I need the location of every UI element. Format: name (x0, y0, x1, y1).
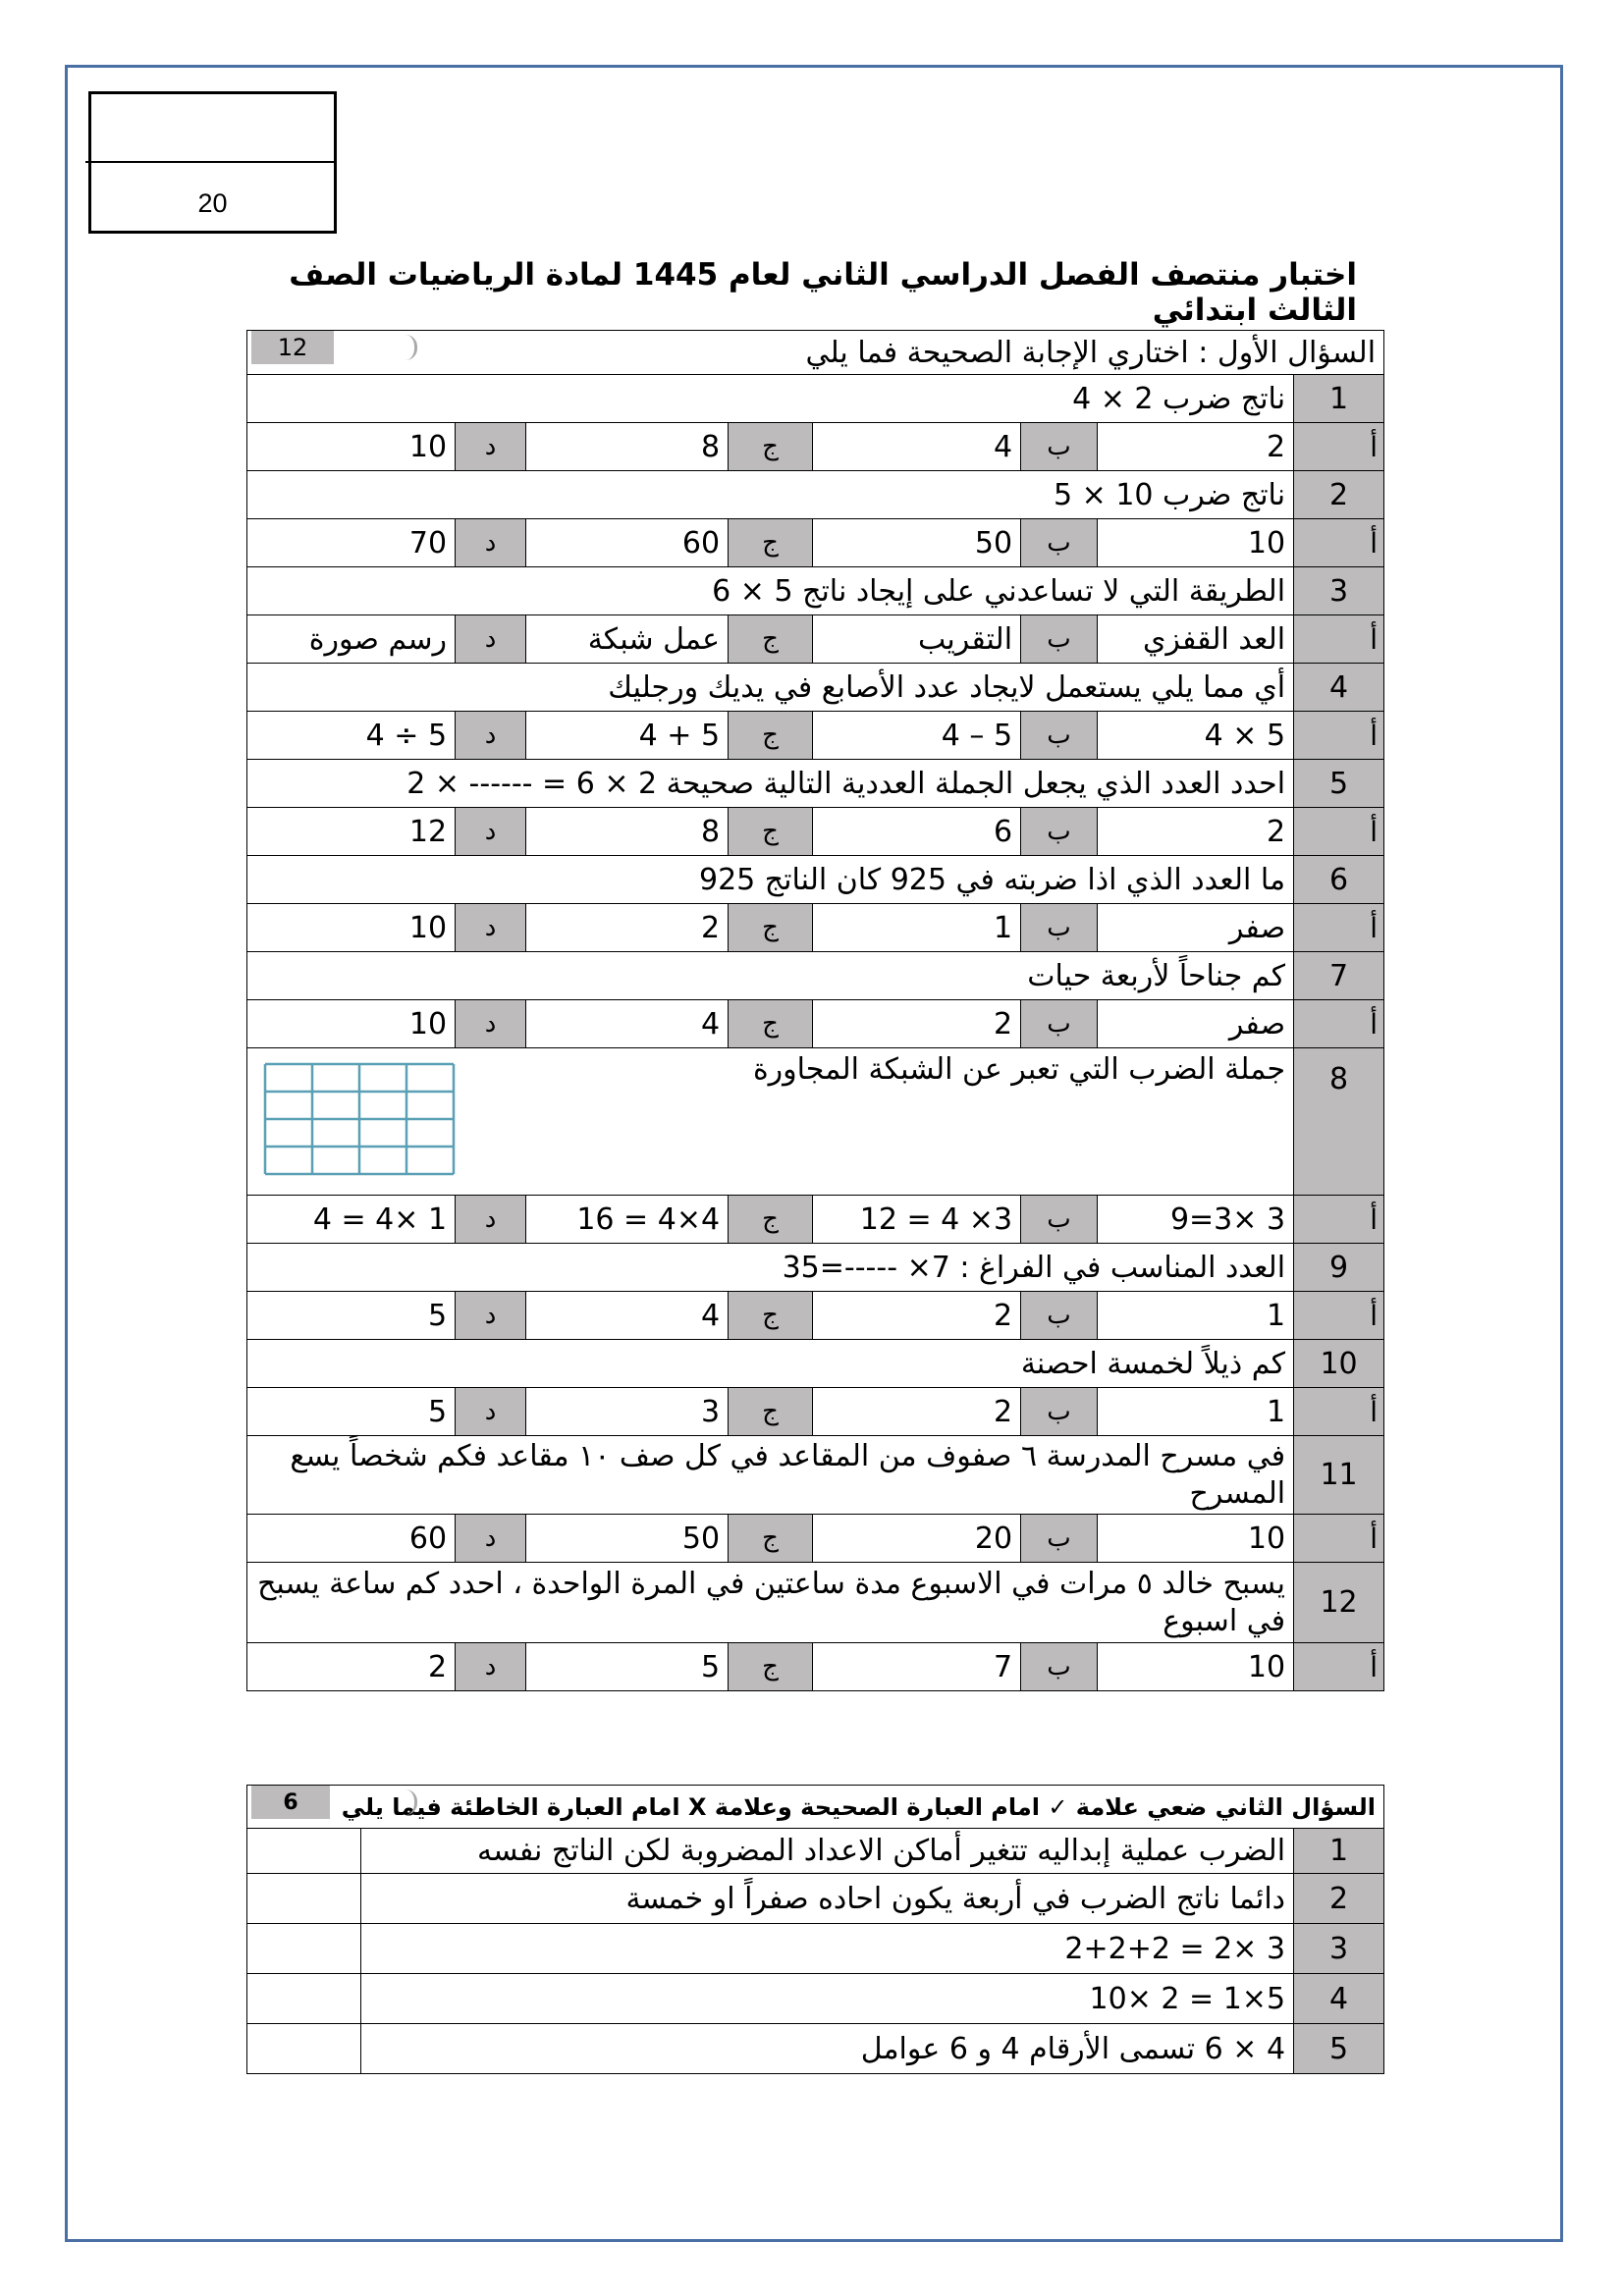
answer-option[interactable]: 70 (247, 519, 456, 567)
question-row (247, 375, 1384, 423)
score-total: 20 (197, 188, 228, 218)
answer-option[interactable]: 10 (1098, 1643, 1294, 1691)
statement-number: 5 (1294, 2024, 1384, 2074)
answer-option[interactable]: 8 (526, 808, 729, 856)
options-row (247, 1292, 1384, 1340)
answer-option[interactable]: 5 (247, 1292, 456, 1340)
answer-option[interactable]: 10 (1098, 519, 1294, 567)
answer-option[interactable]: رسم صورة (247, 615, 456, 664)
answer-option[interactable]: 1 (813, 904, 1021, 952)
question-row (247, 760, 1384, 808)
question-row (247, 952, 1384, 1000)
option-label: د (456, 904, 526, 952)
option-label: ج (729, 1388, 813, 1436)
answer-option[interactable]: 2 (526, 904, 729, 952)
section2-points: 6 (251, 1786, 330, 1819)
answer-option[interactable]: 2 (813, 1000, 1021, 1048)
statement-text: 5×1 = 2 ×10 (361, 1974, 1294, 2024)
question-number: 1 (1294, 375, 1384, 423)
options-row (247, 1643, 1384, 1691)
answer-option[interactable]: 4 (813, 423, 1021, 471)
option-marker-a: أ (1294, 1643, 1384, 1691)
option-label: ج (729, 615, 813, 664)
answer-mark-box[interactable] (247, 2024, 361, 2074)
answer-option[interactable]: 50 (526, 1515, 729, 1563)
section2-table (246, 1785, 1384, 2074)
statement-row (247, 1874, 1384, 1924)
option-label: د (456, 808, 526, 856)
statement-row (247, 2024, 1384, 2074)
statement-number: 4 (1294, 1974, 1384, 2024)
answer-option[interactable]: 2 (813, 1388, 1021, 1436)
statement-text: الضرب عملية إبداليه تتغير أماكن الاعداد المضروبة لكن الناتج نفسه (361, 1829, 1294, 1874)
question-text: في مسرح المدرسة ٦ صفوف من المقاعد في كل صف ١٠ مقاعد فكم شخصاً يسع المسرح (247, 1436, 1294, 1515)
question-text: ما العدد الذي اذا ضربته في 925 كان الناتج 925 (247, 856, 1294, 904)
answer-mark-box[interactable] (247, 1924, 361, 1974)
answer-option[interactable]: 4 (526, 1292, 729, 1340)
option-label: ب (1021, 808, 1098, 856)
answer-option[interactable]: 2 (247, 1643, 456, 1691)
option-marker-a: أ (1294, 1515, 1384, 1563)
question-number: 6 (1294, 856, 1384, 904)
statement-number: 3 (1294, 1924, 1384, 1974)
question-row (247, 1563, 1384, 1643)
grid-figure-wrap (247, 1048, 463, 1186)
option-label: ب (1021, 1643, 1098, 1691)
answer-option[interactable]: 5 ÷ 4 (247, 712, 456, 760)
options-row (247, 1000, 1384, 1048)
question-row (247, 1244, 1384, 1292)
option-label: ج (729, 808, 813, 856)
answer-option[interactable]: 2 (813, 1292, 1021, 1340)
option-label: د (456, 423, 526, 471)
options-row (247, 423, 1384, 471)
section1-heading: السؤال الأول : اختاري الإجابة الصحيحة فما يلي (805, 335, 1377, 370)
answer-option[interactable]: 3 ×3=9 (1098, 1196, 1294, 1244)
exam-title: اختبار منتصف الفصل الدراسي الثاني لعام 1445 لمادة الرياضيات الصف الثالث ابتدائي (289, 257, 1357, 328)
option-marker-a: أ (1294, 1196, 1384, 1244)
option-label: ب (1021, 712, 1098, 760)
option-marker-a: أ (1294, 423, 1384, 471)
option-label: د (456, 1643, 526, 1691)
option-label: د (456, 1515, 526, 1563)
statement-row (247, 1974, 1384, 2024)
statement-text: دائما ناتج الضرب في أربعة يكون احاده صفراً او خمسة (361, 1874, 1294, 1924)
answer-option[interactable]: التقريب (813, 615, 1021, 664)
answer-option[interactable]: 2 (1098, 808, 1294, 856)
question-row (247, 1436, 1384, 1515)
options-row (247, 808, 1384, 856)
score-box (88, 91, 337, 234)
answer-option[interactable]: 60 (526, 519, 729, 567)
options-row (247, 712, 1384, 760)
answer-option[interactable]: العد القفزي (1098, 615, 1294, 664)
options-row (247, 519, 1384, 567)
options-row (247, 1388, 1384, 1436)
answer-option[interactable]: 10 (247, 423, 456, 471)
question-text: ناتج ضرب 2 × 4 (247, 375, 1294, 423)
option-label: ج (729, 1000, 813, 1048)
option-label: ج (729, 1292, 813, 1340)
section2-header (247, 1786, 1384, 1829)
answer-mark-box[interactable] (247, 1829, 361, 1874)
answer-option[interactable]: 1 ×4 = 4 (247, 1196, 456, 1244)
option-label: د (456, 712, 526, 760)
question-text: كم ذيلاً لخمسة احصنة (247, 1340, 1294, 1388)
question-number: 11 (1294, 1436, 1384, 1515)
option-marker-a: أ (1294, 615, 1384, 664)
option-label: ب (1021, 1515, 1098, 1563)
option-label: ب (1021, 1196, 1098, 1244)
answer-option[interactable]: 1 (1098, 1292, 1294, 1340)
answer-option[interactable]: 50 (813, 519, 1021, 567)
option-label: ب (1021, 1000, 1098, 1048)
option-label: د (456, 1388, 526, 1436)
statement-row (247, 1829, 1384, 1874)
question-number: 8 (1294, 1048, 1384, 1196)
answer-option[interactable]: 12 (247, 808, 456, 856)
answer-option[interactable]: 3× 4 = 12 (813, 1196, 1021, 1244)
option-label: د (456, 1000, 526, 1048)
question-number: 12 (1294, 1563, 1384, 1643)
answer-mark-box[interactable] (247, 1874, 361, 1924)
answer-option[interactable]: 10 (247, 1000, 456, 1048)
answer-option[interactable]: 5 + 4 (526, 712, 729, 760)
option-marker-a: أ (1294, 808, 1384, 856)
options-row (247, 1515, 1384, 1563)
question-text: كم جناحاً لأربعة حيات (247, 952, 1294, 1000)
section1-decoration (395, 335, 417, 360)
statement-number: 2 (1294, 1874, 1384, 1924)
answer-option[interactable]: صفر (1098, 904, 1294, 952)
question-text: ناتج ضرب 10 × 5 (247, 471, 1294, 519)
answer-option[interactable]: 2 (1098, 423, 1294, 471)
answer-option[interactable]: 3 (526, 1388, 729, 1436)
question-text: أي مما يلي يستعمل لايجاد عدد الأصابع في يديك ورجليك (247, 664, 1294, 712)
answer-option[interactable]: 1 (1098, 1388, 1294, 1436)
answer-option[interactable]: 20 (813, 1515, 1021, 1563)
section1-header (247, 331, 1384, 375)
question-text: العدد المناسب في الفراغ : 7× -----=35 (247, 1244, 1294, 1292)
option-label: ب (1021, 423, 1098, 471)
section1-table (246, 330, 1384, 1691)
answer-option[interactable]: 10 (1098, 1515, 1294, 1563)
answer-option[interactable]: 4 (526, 1000, 729, 1048)
question-number: 2 (1294, 471, 1384, 519)
option-label: د (456, 519, 526, 567)
answer-option[interactable]: 8 (526, 423, 729, 471)
option-label: د (456, 1196, 526, 1244)
question-text: الطريقة التي لا تساعدني على إيجاد ناتج 5 × 6 (247, 567, 1294, 615)
option-label: ج (729, 712, 813, 760)
option-label: ب (1021, 1292, 1098, 1340)
option-marker-a: أ (1294, 1000, 1384, 1048)
statement-text: 3 ×2 = 2+2+2 (361, 1924, 1294, 1974)
option-label: ب (1021, 1388, 1098, 1436)
option-marker-a: أ (1294, 904, 1384, 952)
answer-option[interactable]: 5 (526, 1643, 729, 1691)
options-row (247, 615, 1384, 664)
question-number: 3 (1294, 567, 1384, 615)
question-text: احدد العدد الذي يجعل الجملة العددية التالية صحيحة 2 × 6 = ------ × 2 (247, 760, 1294, 808)
option-label: د (456, 1292, 526, 1340)
option-label: ب (1021, 904, 1098, 952)
answer-option[interactable]: 5 (247, 1388, 456, 1436)
option-marker-a: أ (1294, 519, 1384, 567)
question-text: جملة الضرب التي تعبر عن الشبكة المجاورة (247, 1048, 1294, 1196)
option-label: ج (729, 1643, 813, 1691)
answer-option[interactable]: صفر (1098, 1000, 1294, 1048)
answer-option[interactable]: 4×4 = 16 (526, 1196, 729, 1244)
option-label: ب (1021, 615, 1098, 664)
statement-text: 4 × 6 تسمى الأرقام 4 و 6 عوامل (361, 2024, 1294, 2074)
option-marker-a: أ (1294, 712, 1384, 760)
answer-option[interactable]: 7 (813, 1643, 1021, 1691)
question-row (247, 856, 1384, 904)
answer-option[interactable]: 60 (247, 1515, 456, 1563)
option-marker-a: أ (1294, 1292, 1384, 1340)
question-number: 9 (1294, 1244, 1384, 1292)
question-row (247, 1340, 1384, 1388)
answer-mark-box[interactable] (247, 1974, 361, 2024)
option-label: ج (729, 423, 813, 471)
option-label: ب (1021, 519, 1098, 567)
answer-option[interactable]: 6 (813, 808, 1021, 856)
option-label: ج (729, 904, 813, 952)
question-number: 4 (1294, 664, 1384, 712)
section2-decoration (395, 1789, 417, 1815)
question-row (247, 471, 1384, 519)
answer-option[interactable]: 5 – 4 (813, 712, 1021, 760)
option-label: ج (729, 1196, 813, 1244)
answer-option[interactable]: عمل شبكة (526, 615, 729, 664)
score-divider (85, 161, 334, 163)
section1-points: 12 (251, 331, 334, 364)
question-text: يسبح خالد ٥ مرات في الاسبوع مدة ساعتين في المرة الواحدة ، احدد كم ساعة يسبح في اسبوع (247, 1563, 1294, 1643)
answer-option[interactable]: 10 (247, 904, 456, 952)
question-row (247, 1048, 1384, 1196)
options-row (247, 904, 1384, 952)
question-number: 5 (1294, 760, 1384, 808)
statement-row (247, 1924, 1384, 1974)
option-label: ج (729, 519, 813, 567)
multiplication-grid-figure (261, 1060, 458, 1178)
option-label: د (456, 615, 526, 664)
section2-heading: السؤال الثاني ضعي علامة ✓ امام العبارة الصحيحة وعلامة X امام العبارة الخاطئة فيما يلي (341, 1792, 1377, 1821)
question-row (247, 664, 1384, 712)
option-marker-a: أ (1294, 1388, 1384, 1436)
question-row (247, 567, 1384, 615)
question-number: 7 (1294, 952, 1384, 1000)
answer-option[interactable]: 5 × 4 (1098, 712, 1294, 760)
question-number: 10 (1294, 1340, 1384, 1388)
options-row (247, 1196, 1384, 1244)
statement-number: 1 (1294, 1829, 1384, 1874)
option-label: ج (729, 1515, 813, 1563)
